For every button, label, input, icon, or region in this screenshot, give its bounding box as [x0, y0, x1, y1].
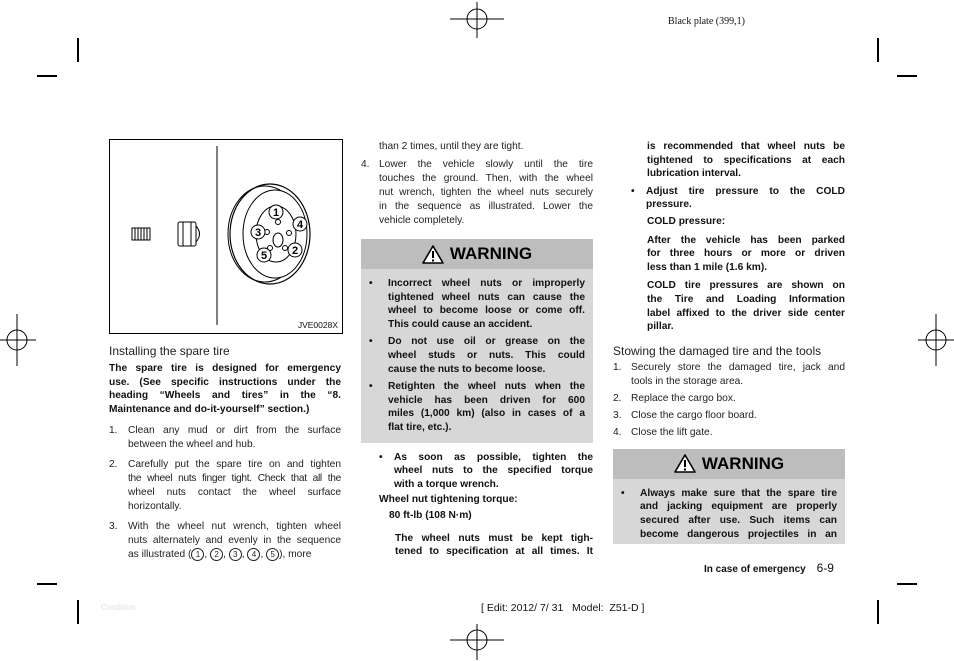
- registration-mark-right: [914, 310, 954, 370]
- continued-text: than 2 times, until they are tight.: [379, 141, 524, 152]
- subheading-installing: Installing the spare tire: [109, 344, 230, 358]
- step-number: 3.: [109, 521, 118, 533]
- crop-mark: [77, 38, 79, 62]
- bold-line: The spare tire is designed for emergency: [109, 363, 341, 374]
- step-4: 4. Lower the vehicle slowly until the tire touches the ground. Then, with the wheel nut wrench, tighten the wheel nuts securely in the sequence as illustrated. Lower the vehicle completely.: [361, 159, 593, 226]
- warning-item: • Always make sure that the spare tire and jacking equipment are properly secured after use. Such items can become dangerous projectiles in an: [621, 487, 837, 540]
- warning-item: • Incorrect wheel nuts or improperly tightened wheel nuts can cause the wheel to become loose or come off. This could cause an accident.: [369, 278, 585, 330]
- wheel-icon: [228, 184, 310, 284]
- crop-mark: [897, 583, 917, 585]
- figure-caption: JVE0028X: [297, 320, 338, 330]
- torque-bullet: • As soon as possible, tighten the wheel nuts to the specified torque with a torque wrench.: [379, 451, 593, 490]
- step-1: 1. Clean any mud or dirt from the surface between the wheel and hub.: [109, 425, 341, 451]
- crop-mark: [877, 38, 879, 62]
- pressure-bullet: • Adjust tire pressure to the COLD pressure.: [631, 185, 845, 211]
- torque-label: Wheel nut tightening torque:: [379, 494, 518, 506]
- cold-definition: After the vehicle has been parked for three hours or more or driven less than 1 mile (1.6 km).: [647, 234, 845, 273]
- warning-item: • Do not use oil or grease on the wheel studs or nuts. This could cause the nuts to become loose.: [369, 336, 585, 375]
- continued-note: is recommended that wheel nuts be tightened to specifications at each lubrication interval.: [647, 141, 845, 180]
- warning-title: WARNING: [701, 453, 785, 473]
- registration-mark-bottom: [448, 622, 508, 661]
- warning-header: [613, 447, 845, 479]
- wheel-nut-illustration: [110, 140, 342, 333]
- circled-number: 2: [210, 548, 223, 561]
- figure-label-5: 5: [260, 250, 268, 262]
- edit-info: [ Edit: 2012/ 7/ 31 Model: Z51-D ]: [481, 602, 645, 614]
- crop-mark: [37, 75, 57, 77]
- circled-number: 1: [191, 548, 204, 561]
- stow-step-1: 1. Securely store the damaged tire, jack and tools in the storage area.: [613, 361, 845, 387]
- bullet-icon: •: [369, 336, 373, 348]
- section-footer: [704, 561, 834, 575]
- step-3: 3. With the wheel nut wrench, tighten wheel nuts alternately and evenly in the sequence as illustrated ( 1 , 2 , 3 , 4 , 5 ), more: [109, 521, 341, 561]
- cold-location: COLD tire pressures are shown on the Tire and Loading Information label affixed to the driver side center pillar.: [647, 280, 845, 333]
- bullet-icon: •: [369, 381, 373, 393]
- crop-mark: [77, 600, 79, 624]
- bold-line: Maintenance and do-it-yourself” section.): [109, 403, 310, 415]
- crop-mark: [897, 75, 917, 77]
- step-number: 4.: [361, 159, 370, 170]
- lug-nut-icon: [178, 222, 200, 246]
- figure-label-1: 1: [272, 207, 280, 219]
- plate-label: Black plate (399,1): [668, 16, 745, 27]
- figure-label-4: 4: [296, 219, 304, 231]
- column-1: [109, 344, 341, 563]
- step-number: 2.: [109, 459, 118, 471]
- bold-line: heading “Wheels and tires” in the “8.: [109, 390, 341, 402]
- figure-label-3: 3: [254, 227, 262, 239]
- crop-mark: [37, 583, 57, 585]
- figure-wheel-nuts: [109, 139, 343, 334]
- warning-body: [613, 479, 845, 544]
- sequence-line: as illustrated ( 1 , 2 , 3 , 4 , 5 ), more: [128, 549, 312, 561]
- warning-item: • Retighten the wheel nuts when the vehicle has been driven for 600 miles (1,000 km) (also in cases of a flat tire, etc.).: [369, 381, 585, 433]
- circled-number: 5: [266, 548, 279, 561]
- step-2: 2. Carefully put the spare tire on and tighten the wheel nuts finger tight. Check that all the wheel nuts contact the wheel surface horizontally.: [109, 459, 341, 513]
- bullet-icon: •: [621, 487, 625, 499]
- page-number: 6-9: [816, 561, 834, 575]
- column-2: [361, 140, 593, 559]
- stud-icon: [132, 228, 150, 240]
- stow-step-4: 4. Close the lift gate.: [613, 426, 713, 438]
- warning-triangle-icon: [422, 245, 444, 264]
- crop-mark: [877, 600, 879, 624]
- circled-number: 3: [229, 548, 242, 561]
- column-3: [613, 140, 845, 544]
- torque-note: The wheel nuts must be kept tigh- tened to specification at all times. It: [395, 532, 593, 558]
- section-name: In case of emergency: [704, 564, 806, 575]
- cold-pressure-label: COLD pressure:: [647, 215, 726, 227]
- warning-triangle-icon: [674, 454, 696, 473]
- bullet-icon: •: [379, 451, 383, 463]
- stow-step-2: 2. Replace the cargo box.: [613, 392, 736, 404]
- warning-title: WARNING: [449, 244, 533, 263]
- warning-header: [361, 237, 593, 269]
- bullet-icon: •: [369, 278, 373, 289]
- warning-box: [361, 237, 593, 443]
- registration-mark-top: [448, 2, 508, 42]
- circled-number: 4: [247, 548, 260, 561]
- registration-mark-left: [0, 310, 40, 370]
- bold-line: use. (See specific instructions under the: [109, 376, 341, 388]
- torque-value: 80 ft-lb (108 N·m): [389, 509, 472, 521]
- subheading-stowing: Stowing the damaged tire and the tools: [613, 343, 822, 358]
- stow-step-3: 3. Close the cargo floor board.: [613, 409, 757, 421]
- step-number: 1.: [109, 425, 118, 437]
- condition-label: Condition:: [101, 603, 138, 612]
- bullet-icon: •: [631, 185, 635, 197]
- warning-box-2: [613, 447, 845, 544]
- figure-label-2: 2: [291, 245, 299, 257]
- warning-body: [361, 269, 593, 443]
